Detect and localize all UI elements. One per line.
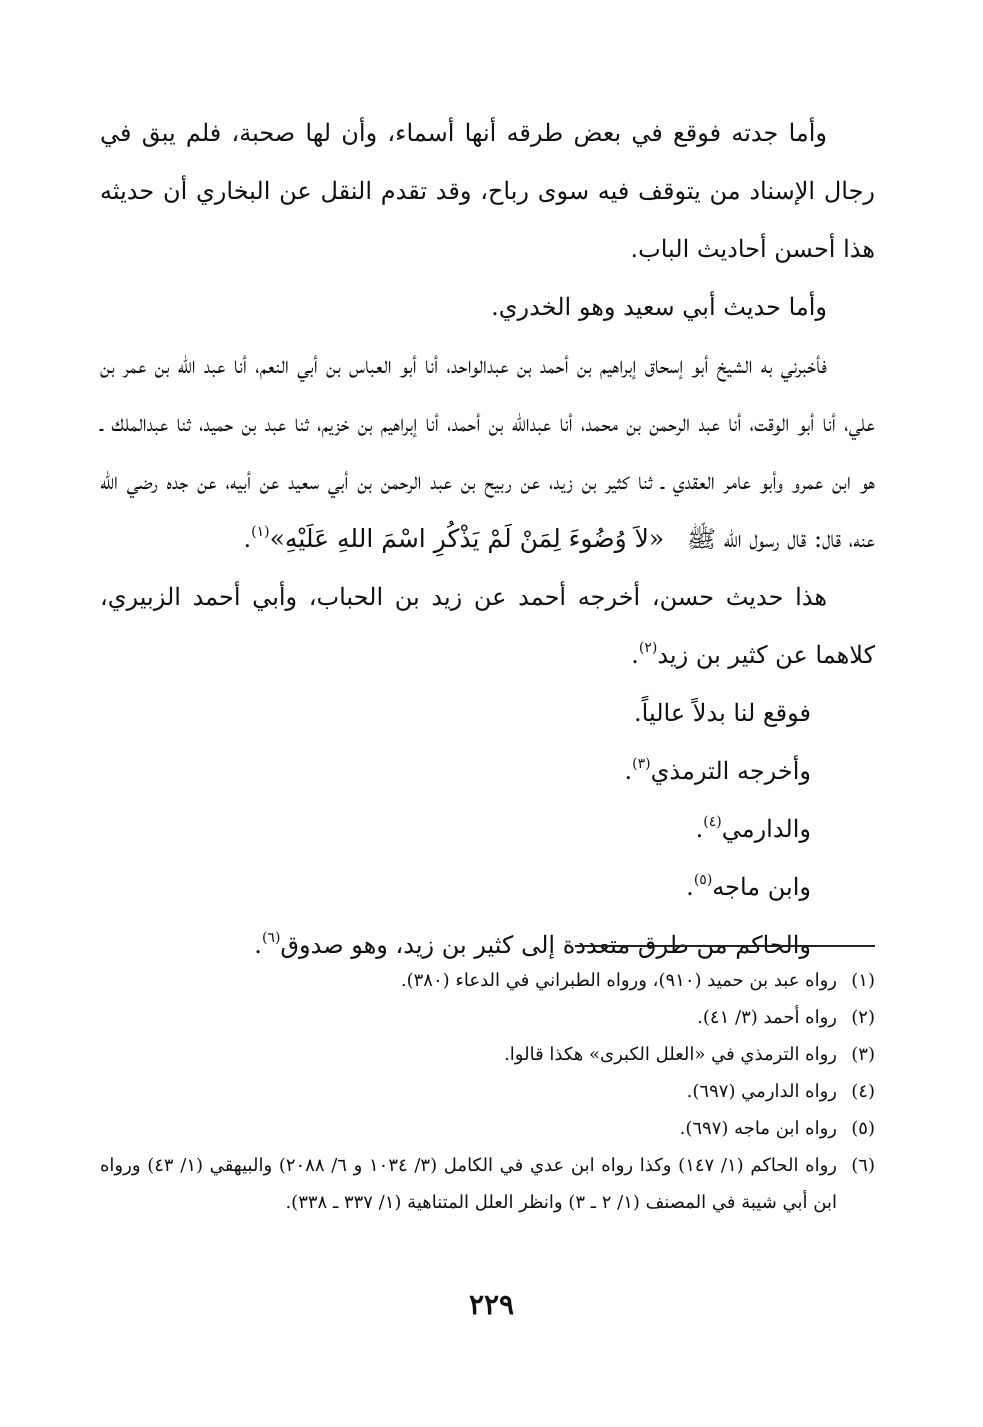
paragraph-grading — [100, 568, 875, 684]
ibn-majah-end: . — [686, 873, 694, 901]
line-badal: فوقع لنا بدلاً عالياً. — [634, 699, 811, 727]
footnote-ref-6: (٦) — [261, 930, 281, 946]
footnote-text: رواه ابن ماجه (٦٩٧). — [679, 1118, 837, 1139]
paragraph-abu-said-heading: وأما حديث أبي سعيد وهو الخدري. — [491, 293, 827, 321]
footnote-number: (٣) — [851, 1044, 875, 1065]
isnad-text: فأخبرني به الشيخ أبو إسحاق إبراهيم بن أحمد بن عبدالواحد، أنا أبو العباس بن أبي النعم، أنا عبد الله بن عمر بن علي، أنا أبو الوقت، أنا عبد الرحمن بن محمد، أنا عبدالله بن أحمد، أنا إبراهيم بن خزيم، ثنا عبد بن حميد، ثنا عبدالملك ـ هو ابن عمرو وأبو عامر العقدي ـ ثنا كثير بن زيد، عن ربيح بن عبد الرحمن بن أبي سعيد عن أبيه، عن جده رضي الله عنه، قال: قال رسول الله ﷺ — [100, 351, 876, 553]
footnote-1 — [100, 962, 875, 999]
main-text — [100, 104, 875, 974]
footnote-number: (٤) — [851, 1081, 875, 1102]
footnote-6 — [100, 1147, 875, 1221]
footnote-text: رواه الترمذي في «العلل الكبرى» هكذا قالوا. — [504, 1044, 837, 1065]
footnote-number: (١) — [851, 970, 875, 991]
page-number: ٢٢٩ — [468, 1288, 515, 1321]
darimi-end: . — [695, 815, 704, 843]
hakim-end: . — [254, 931, 262, 959]
hakim-text: والحاكم من طرق متعددة إلى كثير بن زيد، وهو صدوق — [280, 931, 811, 959]
tirmidhi-end: . — [624, 757, 633, 785]
darimi-text: والدارمي — [721, 815, 811, 843]
grading-text: هذا حديث حسن، أخرجه أحمد عن زيد بن الحباب، وأبي أحمد الزبيري، كلاهما عن كثير بن زيد — [100, 583, 875, 669]
line-ibn-majah — [100, 858, 875, 916]
footnote-divider — [575, 945, 875, 947]
grading-end: . — [631, 641, 639, 669]
footnote-text: رواه الدارمي (٦٩٧). — [686, 1081, 837, 1102]
footnote-4 — [100, 1073, 875, 1110]
footnote-text: رواه أحمد (٣/ ٤١). — [697, 1007, 837, 1028]
footnote-text: رواه الحاكم (١/ ١٤٧) وكذا رواه ابن عدي في الكامل (٣/ ١٠٣٤ و ٦/ ٢٠٨٨) والبيهقي (١/ ٤٣) ورواه ابن أبي شيبة في المصنف (١/ ٢ ـ ٣) وانظر العلل المتناهية (١/ ٣٣٧ ـ ٣٣٨). — [100, 1155, 837, 1213]
footnote-3 — [100, 1036, 875, 1073]
paragraph-grandmother: وأما جدته فوقع في بعض طرقه أنها أسماء، وأن لها صحبة، فلم يبق في رجال الإسناد من يتوقف فيه سوى رباح، وقد تقدم النقل عن البخاري أن حديثه هذا أحسن أحاديث الباب. — [100, 119, 875, 263]
footnote-ref-2: (٢) — [638, 640, 658, 656]
isnad-end: . — [243, 525, 252, 553]
tirmidhi-text: وأخرجه الترمذي — [650, 757, 811, 785]
footnote-number: (٦) — [851, 1155, 875, 1176]
line-darimi — [100, 800, 875, 858]
footnote-number: (٢) — [851, 1007, 875, 1028]
footnote-ref-3: (٣) — [632, 756, 651, 772]
footnotes — [100, 962, 875, 1221]
hadith-quote: «لاَ وُضُوءَ لِمَنْ لَمْ يَذْكُرِ اسْمَ اللهِ عَلَيْهِ» — [269, 524, 665, 553]
footnote-number: (٥) — [851, 1118, 875, 1139]
footnote-text: رواه عبد بن حميد (٩١٠)، ورواه الطبراني في الدعاء (٣٨٠). — [400, 970, 837, 991]
line-tirmidhi — [100, 742, 875, 800]
footnote-ref-1: (١) — [251, 524, 270, 540]
footnote-ref-5: (٥) — [693, 872, 713, 888]
paragraph-isnad — [100, 336, 875, 568]
footnote-2 — [100, 999, 875, 1036]
footnote-5 — [100, 1110, 875, 1147]
footnote-ref-4: (٤) — [703, 814, 722, 830]
ibn-majah-text: وابن ماجه — [712, 873, 811, 901]
